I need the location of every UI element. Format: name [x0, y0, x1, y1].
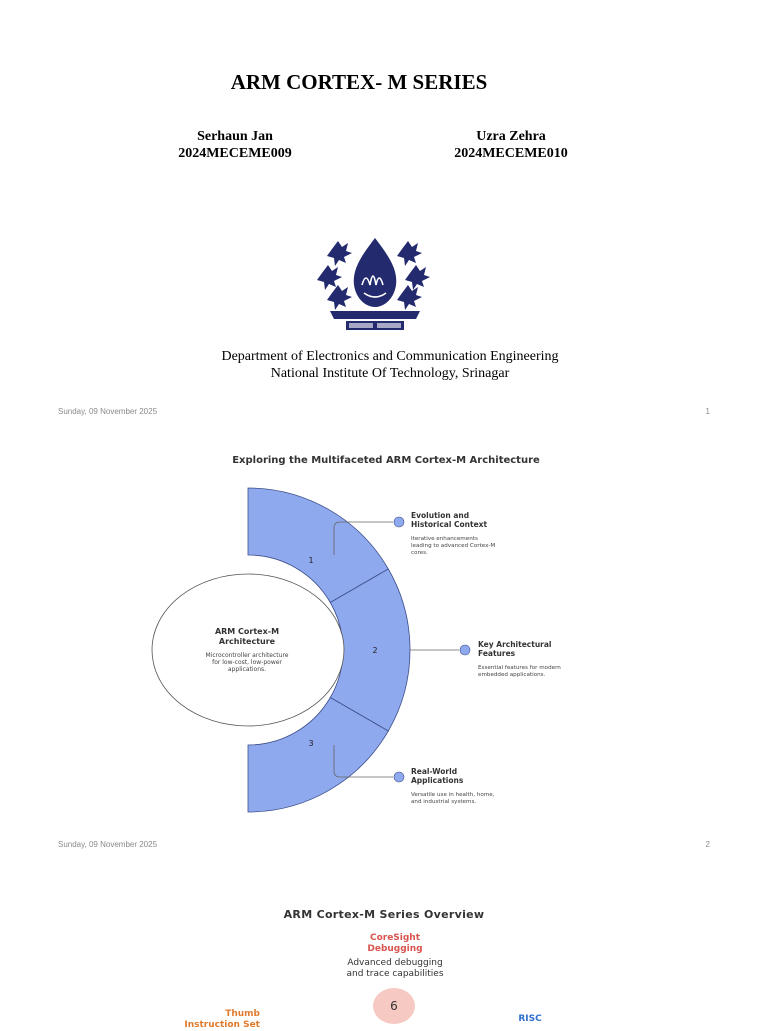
center-node — [152, 574, 344, 726]
author-id: 2024MECEME009 — [178, 146, 292, 161]
step-6-badge: 6 — [373, 988, 415, 1024]
footer-date: Sunday, 09 November 2025 — [58, 407, 158, 416]
department-info — [140, 348, 640, 382]
diagram-title: Exploring the Multifaceted ARM Cortex-M Architecture — [232, 455, 540, 466]
author-id: 2024MECEME010 — [454, 146, 568, 161]
center-desc-2: for low-cost, low-power — [212, 659, 282, 666]
segment-1-number: 1 — [308, 556, 314, 565]
segment-3-desc-2: and industrial systems. — [411, 799, 477, 805]
department-name: Department of Electronics and Communication Engineering — [221, 349, 559, 364]
author-name: Serhaun Jan — [197, 129, 273, 144]
nit-srinagar-logo-icon — [318, 235, 432, 335]
coresight-desc-1: Advanced debugging — [347, 958, 443, 968]
overview-slide — [0, 866, 768, 1030]
segment-3-number: 3 — [308, 739, 314, 748]
segment-2-number: 2 — [372, 646, 378, 655]
thumb-line-2: Instruction Set — [184, 1020, 260, 1030]
marker-3-icon — [394, 772, 404, 782]
marker-1-icon — [394, 517, 404, 527]
segment-1-desc-2: leading to advanced Cortex-M — [411, 543, 496, 549]
coresight-desc-2: and trace capabilities — [346, 969, 444, 979]
coresight-line-1: CoreSight — [369, 933, 421, 943]
center-desc-3: applications. — [227, 666, 267, 673]
segment-2-title-1: Key Architectural — [478, 640, 552, 649]
page-number: 1 — [705, 407, 710, 416]
center-title-2: Architecture — [218, 637, 276, 646]
author-2 — [436, 128, 586, 162]
footer-date: Sunday, 09 November 2025 — [58, 840, 158, 849]
segment-2-title-2: Features — [478, 649, 516, 658]
center-desc-1: Microcontroller architecture — [205, 652, 289, 659]
slide-title: ARM CORTEX- M SERIES — [230, 70, 488, 94]
segment-1-desc-3: cores. — [411, 550, 428, 556]
segment-2-desc-2: embedded applications. — [478, 672, 546, 678]
institute-name: National Institute Of Technology, Srinagar — [270, 366, 510, 381]
segment-1-title-1: Evolution and — [411, 511, 470, 520]
architecture-diagram — [0, 433, 768, 866]
segment-3-title-2: Applications — [411, 776, 464, 785]
author-name: Uzra Zehra — [476, 129, 546, 144]
marker-2-icon — [460, 645, 470, 655]
coresight-label — [330, 933, 460, 955]
overview-title: ARM Cortex-M Series Overview — [283, 908, 485, 921]
page-number: 2 — [705, 840, 710, 849]
risc-label: RISC — [518, 1014, 542, 1024]
coresight-description — [320, 958, 470, 980]
segment-1-desc-1: Iterative enhancements — [411, 536, 478, 542]
segment-3-title-1: Real-World — [411, 767, 458, 776]
segment-2-desc-1: Essential features for modern — [478, 665, 561, 671]
title-slide — [0, 0, 768, 433]
coresight-line-2: Debugging — [367, 944, 423, 954]
segment-1-title-2: Historical Context — [411, 520, 488, 529]
center-title-1: ARM Cortex-M — [214, 627, 280, 636]
architecture-slide — [0, 433, 768, 866]
thumb-line-1: Thumb — [225, 1009, 260, 1019]
thumb-label — [150, 1009, 260, 1031]
segment-3-desc-1: Versatile use in health, home, — [411, 792, 495, 798]
author-1 — [160, 128, 310, 162]
